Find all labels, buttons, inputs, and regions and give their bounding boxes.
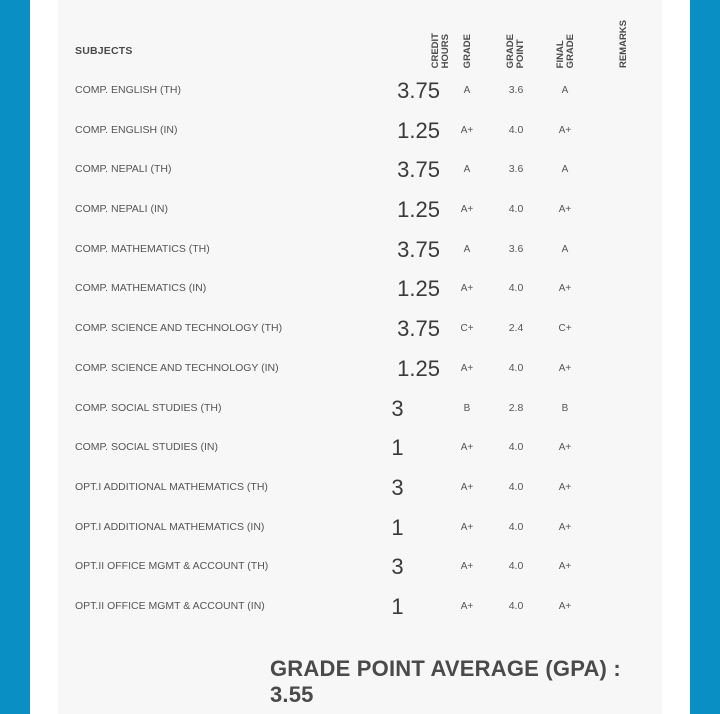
grade-cell: A+ bbox=[460, 204, 474, 216]
final-grade-cell: A+ bbox=[558, 481, 572, 493]
table-row bbox=[58, 309, 662, 349]
credit-hours-cell: 3.75 bbox=[397, 316, 440, 342]
credit-hours-cell: 1.25 bbox=[397, 197, 440, 223]
credit-hours-cell: 1.25 bbox=[397, 355, 440, 381]
subject-cell: OPT.II OFFICE MGMT & ACCOUNT (IN) bbox=[75, 599, 265, 612]
table-row bbox=[58, 587, 662, 627]
grade-cell: A+ bbox=[460, 442, 474, 454]
grade-point-cell: 3.6 bbox=[508, 84, 524, 96]
final-grade-cell: A+ bbox=[558, 283, 572, 295]
grade-cell: A+ bbox=[460, 283, 474, 295]
header-grade: GRADE bbox=[462, 33, 473, 68]
subject-cell: COMP. SCIENCE AND TECHNOLOGY (IN) bbox=[75, 361, 279, 374]
credit-hours-cell: 3.75 bbox=[397, 236, 440, 262]
grade-point-cell: 4.0 bbox=[508, 361, 524, 374]
table-row bbox=[58, 349, 662, 389]
final-grade-cell: A+ bbox=[558, 124, 572, 136]
subject-cell: COMP. ENGLISH (IN) bbox=[75, 123, 178, 136]
final-grade-cell: B bbox=[561, 402, 569, 414]
grade-point-cell: 4.0 bbox=[508, 282, 524, 295]
credit-hours-cell: 3 bbox=[391, 474, 404, 500]
table-row bbox=[58, 428, 662, 468]
table-row bbox=[58, 389, 662, 429]
credit-hours-cell: 3 bbox=[391, 395, 404, 421]
final-grade-cell: A+ bbox=[558, 362, 572, 374]
credit-hours-cell: 1 bbox=[391, 593, 404, 619]
table-row bbox=[58, 468, 662, 508]
subject-cell: COMP. ENGLISH (TH) bbox=[75, 84, 181, 96]
grade-point-cell: 4.0 bbox=[508, 203, 524, 216]
gpa-summary: GRADE POINT AVERAGE (GPA) : 3.55 bbox=[270, 656, 621, 707]
final-grade-cell: A+ bbox=[558, 442, 572, 454]
grade-point-cell: 4.0 bbox=[508, 560, 524, 573]
subject-cell: OPT.I ADDITIONAL MATHEMATICS (IN) bbox=[75, 520, 265, 533]
table-row bbox=[58, 111, 662, 151]
grade-cell: A+ bbox=[460, 521, 474, 533]
grade-point-cell: 2.4 bbox=[508, 322, 524, 335]
subject-cell: OPT.I ADDITIONAL MATHEMATICS (TH) bbox=[75, 480, 268, 493]
grade-cell: A+ bbox=[460, 481, 474, 493]
header-final-grade: FINAL GRADE bbox=[555, 33, 576, 68]
subject-cell: COMP. MATHEMATICS (IN) bbox=[75, 282, 207, 295]
final-grade-cell: A bbox=[561, 85, 569, 96]
table-row bbox=[58, 230, 662, 270]
final-grade-cell: A+ bbox=[558, 204, 572, 216]
final-grade-cell: A+ bbox=[558, 561, 572, 573]
credit-hours-cell: 3.75 bbox=[397, 78, 440, 103]
table-row bbox=[58, 150, 662, 190]
grade-cell: A+ bbox=[460, 362, 474, 374]
credit-hours-cell: 3.75 bbox=[397, 157, 440, 183]
grade-table bbox=[58, 0, 662, 714]
credit-hours-cell: 3 bbox=[391, 554, 404, 580]
header-remarks: REMARKS bbox=[618, 19, 629, 68]
table-row bbox=[58, 269, 662, 309]
grade-cell: A bbox=[463, 85, 471, 96]
table-row bbox=[58, 508, 662, 548]
credit-hours-cell: 1 bbox=[391, 514, 404, 540]
grade-point-cell: 4.0 bbox=[508, 123, 524, 136]
final-grade-cell: A bbox=[561, 164, 569, 176]
table-body bbox=[58, 71, 662, 627]
grade-cell: A+ bbox=[460, 124, 474, 136]
credit-hours-cell: 1.25 bbox=[397, 117, 440, 143]
grade-cell: A bbox=[463, 164, 471, 176]
table-row bbox=[58, 190, 662, 230]
grade-cell: A+ bbox=[460, 600, 474, 612]
grade-cell: C+ bbox=[460, 323, 474, 335]
subject-cell: COMP. NEPALI (TH) bbox=[75, 163, 172, 176]
grade-point-cell: 4.0 bbox=[508, 441, 524, 454]
subject-cell: COMP. SOCIAL STUDIES (TH) bbox=[75, 401, 222, 414]
grade-point-cell: 2.8 bbox=[508, 401, 524, 414]
table-row bbox=[58, 547, 662, 587]
header-subjects: SUBJECTS bbox=[75, 45, 133, 57]
grade-point-cell: 3.6 bbox=[508, 242, 524, 255]
subject-cell: COMP. SOCIAL STUDIES (IN) bbox=[75, 441, 218, 454]
header-credit-hours: CREDIT HOURS bbox=[430, 32, 451, 68]
subject-cell: OPT.II OFFICE MGMT & ACCOUNT (TH) bbox=[75, 560, 269, 573]
final-grade-cell: C+ bbox=[558, 323, 572, 335]
subject-cell: COMP. MATHEMATICS (TH) bbox=[75, 242, 210, 255]
subject-cell: COMP. NEPALI (IN) bbox=[75, 203, 168, 216]
grade-point-cell: 4.0 bbox=[508, 480, 524, 493]
final-grade-cell: A+ bbox=[558, 600, 572, 612]
credit-hours-cell: 1 bbox=[391, 435, 404, 461]
final-grade-cell: A+ bbox=[558, 521, 572, 533]
table-header bbox=[58, 0, 662, 80]
grade-point-cell: 4.0 bbox=[508, 520, 524, 533]
credit-hours-cell: 1.25 bbox=[397, 276, 440, 302]
grade-cell: A+ bbox=[460, 561, 474, 573]
grade-point-cell: 3.6 bbox=[508, 163, 524, 176]
final-grade-cell: A bbox=[561, 243, 569, 255]
grade-cell: B bbox=[463, 402, 471, 414]
table-row bbox=[58, 71, 662, 111]
subject-cell: COMP. SCIENCE AND TECHNOLOGY (TH) bbox=[75, 322, 283, 335]
header-grade-point: GRADE POINT bbox=[505, 33, 526, 68]
grade-cell: A bbox=[463, 243, 471, 255]
marksheet bbox=[30, 0, 690, 714]
grade-point-cell: 4.0 bbox=[508, 599, 524, 612]
